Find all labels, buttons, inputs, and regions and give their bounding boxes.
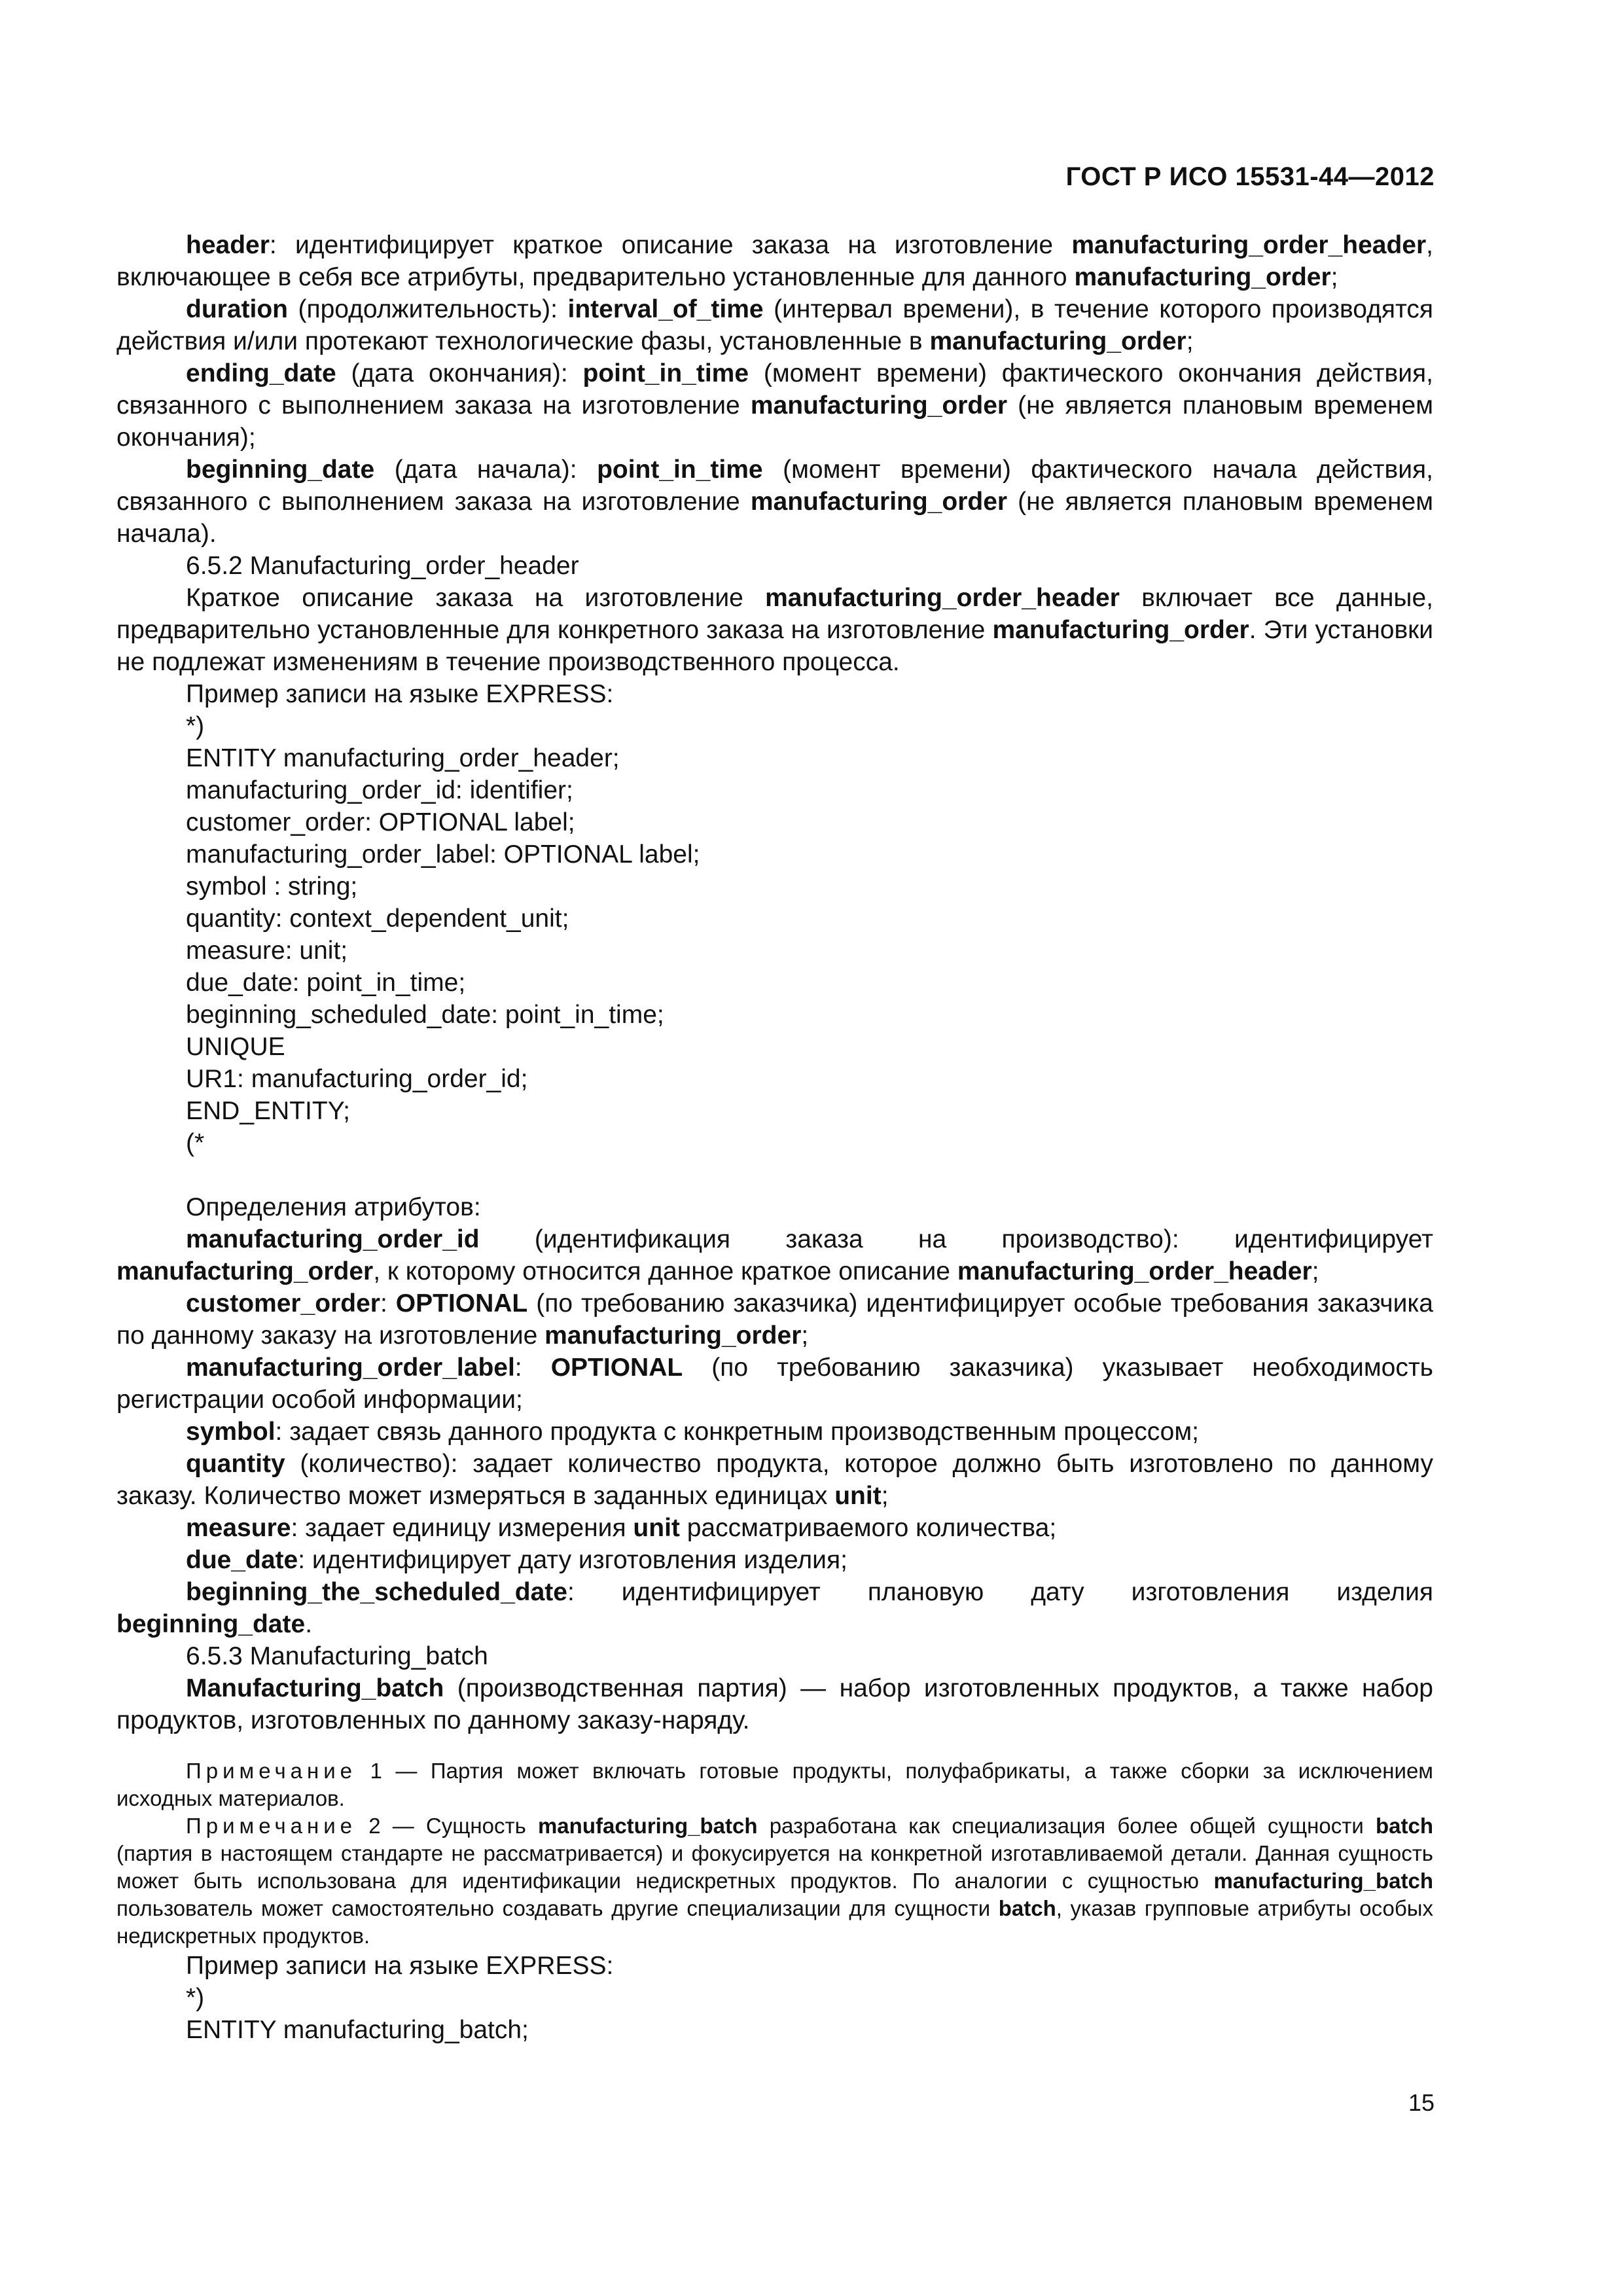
- body-text: 1 — Партия может включать готовые продукты, полуфабрикаты, а также сборки за исключением исходных материалов.: [116, 1759, 1433, 1810]
- term-text: ending_date: [186, 359, 336, 387]
- body-text: : задает связь данного продукта с конкретным производственным процессом;: [275, 1418, 1199, 1446]
- term-text: manufacturing_order_id: [186, 1225, 480, 1253]
- body-text: ;: [1330, 263, 1338, 291]
- body-text: (по требованию заказчика) указывает необходимость регистрации особой информации;: [116, 1354, 1433, 1414]
- code-line: END_ENTITY;: [186, 1097, 351, 1125]
- term-text: OPTIONAL: [550, 1354, 683, 1382]
- body-text: , включающее в себя все атрибуты, предварительно установленные для данного: [116, 231, 1433, 291]
- body-text: ;: [1186, 327, 1194, 355]
- term-text: point_in_time: [597, 456, 763, 484]
- code-line: beginning_scheduled_date: point_in_time;: [186, 1001, 664, 1029]
- body-text: : идентифицирует краткое описание заказа на изготовление: [269, 231, 1072, 259]
- note-label: Примечание: [186, 1759, 357, 1783]
- term-text: duration: [186, 295, 288, 323]
- attribute-definition: [116, 1416, 1433, 1448]
- term-text: manufacturing_order: [116, 1257, 374, 1285]
- body-text: ;: [801, 1321, 809, 1350]
- body-text: (по требованию заказчика) идентифицирует особые требования заказчика по данному заказу на изготовление: [116, 1289, 1433, 1350]
- term-text: unit: [834, 1482, 882, 1510]
- paragraph: [116, 550, 1433, 582]
- term-text: manufacturing_order: [544, 1321, 802, 1350]
- code-line: Пример записи на языке EXPRESS:: [186, 680, 614, 708]
- code-line: customer_order: OPTIONAL label;: [186, 808, 575, 836]
- term-text: beginning_the_scheduled_date: [186, 1578, 567, 1606]
- body-text: : идентифицирует плановую дату изготовления изделия: [567, 1578, 1433, 1606]
- term-text: beginning_date: [116, 1610, 306, 1638]
- term-text: manufacturing_order: [750, 391, 1008, 420]
- term-text: manufacturing_order_label: [186, 1354, 515, 1382]
- term-text: manufacturing_batch: [537, 1814, 758, 1838]
- term-text: manufacturing_order_header: [1071, 231, 1427, 259]
- intro-paragraphs: [116, 229, 1433, 678]
- note: [116, 1757, 1433, 1812]
- body-text: 2 — Сущность: [357, 1814, 538, 1838]
- paragraph: [116, 582, 1433, 678]
- body-text: ;: [881, 1482, 889, 1510]
- term-text: manufacturing_order_header: [957, 1257, 1312, 1285]
- term-text: manufacturing_batch: [1213, 1869, 1433, 1893]
- paragraph: [116, 229, 1433, 293]
- term-text: measure: [186, 1514, 291, 1542]
- page-content: [116, 229, 1433, 2046]
- body-text: 6.5.2 Manufacturing_order_header: [186, 552, 579, 580]
- paragraph: [116, 454, 1433, 550]
- term-text: header: [186, 231, 270, 259]
- body-text: : идентифицирует дату изготовления изделия;: [298, 1546, 847, 1574]
- section-heading-6-5-3: 6.5.3 Manufacturing_batch: [186, 1642, 488, 1670]
- body-text: (дата окончания):: [336, 359, 583, 387]
- attribute-definition: [116, 1352, 1433, 1416]
- paragraph: [116, 293, 1433, 357]
- body-text: (количество): задает количество продукта, которое должно быть изготовлено по данному заказу. Количество может измеряться в заданных единицах: [116, 1450, 1433, 1510]
- blank-line: [116, 1736, 1433, 1757]
- code-line: ENTITY manufacturing_order_header;: [186, 744, 620, 772]
- body-text: пользователь может самостоятельно создавать другие специализации для сущности: [116, 1896, 999, 1920]
- code-line: UR1: manufacturing_order_id;: [186, 1065, 528, 1093]
- term-text: manufacturing_order: [929, 327, 1186, 355]
- term-text: manufacturing_order: [1074, 263, 1331, 291]
- term-text: batch: [1375, 1814, 1433, 1838]
- note: [116, 1812, 1433, 1950]
- term-text: Manufacturing_batch: [186, 1674, 444, 1702]
- body-text: рассматриваемого количества;: [679, 1514, 1057, 1542]
- code-line: (*: [186, 1129, 205, 1157]
- term-text: quantity: [186, 1450, 285, 1478]
- body-text: (не является плановым временем окончания);: [116, 391, 1434, 452]
- term-text: point_in_time: [582, 359, 749, 387]
- term-text: interval_of_time: [567, 295, 764, 323]
- body-text: (идентификация заказа на производство): идентифицирует: [479, 1225, 1433, 1253]
- page-number: 15: [1408, 2089, 1435, 2116]
- body-text: разработана как специализация более общей сущности: [757, 1814, 1376, 1838]
- body-text: (не является плановым временем начала).: [116, 488, 1434, 548]
- express-code-block-2: [116, 1950, 1433, 2046]
- code-line: Пример записи на языке EXPRESS:: [186, 1952, 614, 1980]
- express-code-block: [116, 678, 1433, 1159]
- body-text: (момент времени) фактического начала действия, связанного с выполнением заказа на изготовление: [116, 456, 1433, 516]
- body-text: (момент времени) фактического окончания действия, связанного с выполнением заказа на изготовление: [116, 359, 1433, 420]
- code-line: quantity: context_dependent_unit;: [186, 905, 569, 933]
- term-text: OPTIONAL: [395, 1289, 528, 1318]
- code-line: UNIQUE: [186, 1033, 285, 1061]
- body-text: . Эти установки не подлежат изменениям в течение производственного процесса.: [116, 616, 1434, 676]
- term-text: unit: [633, 1514, 680, 1542]
- code-line: manufacturing_order_label: OPTIONAL label;: [186, 840, 700, 869]
- body-text: :: [514, 1354, 551, 1382]
- term-text: customer_order: [186, 1289, 380, 1318]
- paragraph: [116, 357, 1433, 454]
- code-line: symbol : string;: [186, 872, 358, 901]
- body-text: включает все данные, предварительно установленные для конкретного заказа на изготовление: [116, 584, 1433, 644]
- body-text: ;: [1311, 1257, 1319, 1285]
- attribute-definition: [116, 1544, 1433, 1576]
- body-text: (продолжительность):: [287, 295, 568, 323]
- term-text: manufacturing_order_header: [765, 584, 1120, 612]
- notes-list: [116, 1757, 1433, 1950]
- term-text: manufacturing_order: [750, 488, 1008, 516]
- code-line: due_date: point_in_time;: [186, 969, 466, 997]
- body-text: (интервал времени), в течение которого производятся действия и/или протекают технологические фазы, установленные в: [116, 295, 1433, 355]
- code-line: ENTITY manufacturing_batch;: [186, 2016, 529, 2044]
- body-text: , указав групповые атрибуты особых недискретных продуктов.: [116, 1896, 1433, 1948]
- attributes-list: [116, 1223, 1433, 1640]
- body-text: .: [305, 1610, 313, 1638]
- code-line: *): [186, 1984, 205, 2012]
- code-line: *): [186, 712, 205, 740]
- attribute-definition: [116, 1223, 1433, 1287]
- body-text: :: [380, 1289, 396, 1318]
- attribute-definition: [116, 1576, 1433, 1640]
- term-text: symbol: [186, 1418, 276, 1446]
- batch-paragraph: [116, 1672, 1433, 1736]
- body-text: (партия в настоящем стандарте не рассматривается) и фокусируется на конкретной изготавливаемой детали. Данная сущность может быть использована для идентификации недискретных продуктов. По аналогии с сущностью: [116, 1841, 1433, 1893]
- body-text: : задает единицу измерения: [291, 1514, 633, 1542]
- document-header: ГОСТ Р ИСО 15531-44—2012: [1065, 162, 1435, 191]
- body-text: (дата начала):: [374, 456, 597, 484]
- blank-line: [116, 1159, 1433, 1191]
- body-text: Краткое описание заказа на изготовление: [186, 584, 766, 612]
- body-text: , к которому относится данное краткое описание: [373, 1257, 957, 1285]
- term-text: beginning_date: [186, 456, 375, 484]
- body-text: (производственная партия) — набор изготовленных продуктов, а также набор продуктов, изготовленных по данному заказу-наряду.: [116, 1674, 1433, 1734]
- attribute-definition: [116, 1512, 1433, 1544]
- term-text: manufacturing_order: [992, 616, 1249, 644]
- term-text: batch: [998, 1896, 1056, 1920]
- attribute-definition: [116, 1448, 1433, 1512]
- attributes-heading: Определения атрибутов:: [186, 1193, 481, 1221]
- note-label: Примечание: [186, 1814, 357, 1838]
- code-line: measure: unit;: [186, 937, 348, 965]
- term-text: due_date: [186, 1546, 298, 1574]
- code-line: manufacturing_order_id: identifier;: [186, 776, 573, 804]
- attribute-definition: [116, 1287, 1433, 1352]
